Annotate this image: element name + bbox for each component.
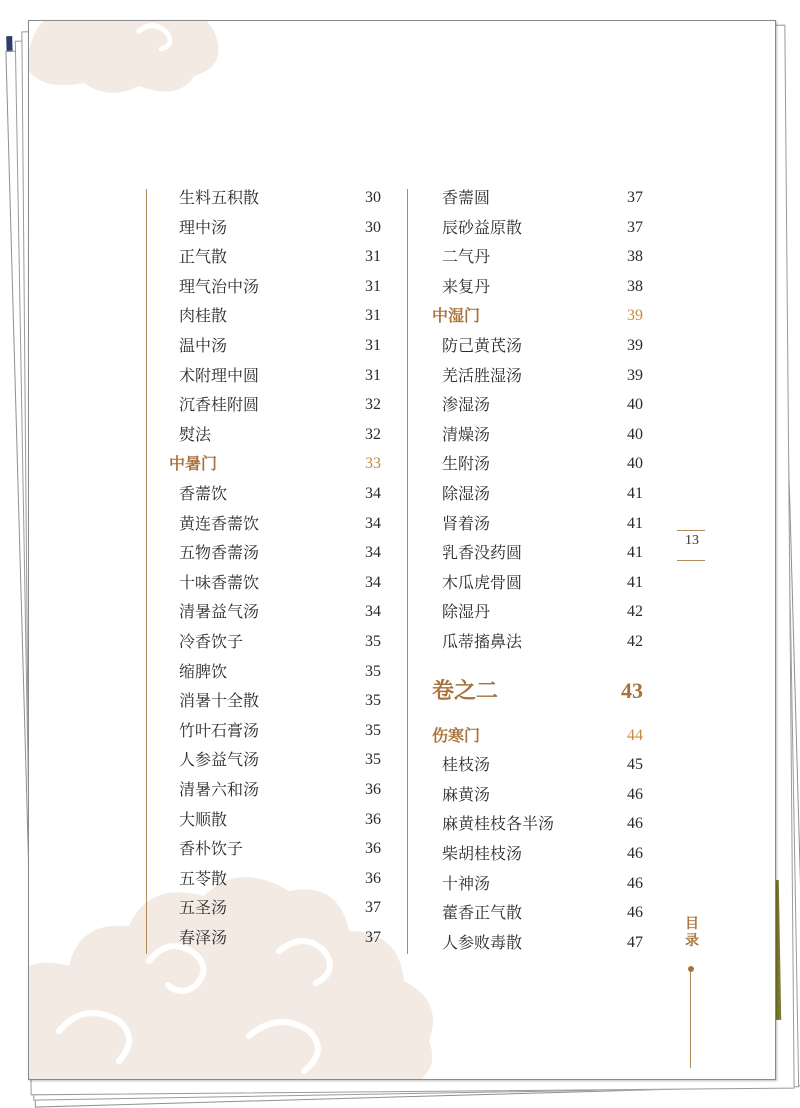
toc-entry-title: 竹叶石膏汤 xyxy=(179,720,260,740)
toc-entry[interactable] xyxy=(179,925,381,951)
toc-entry-page: 46 xyxy=(627,845,643,862)
toc-entry[interactable] xyxy=(179,392,381,418)
toc-entry-page: 31 xyxy=(365,277,381,295)
toc-entry-title: 伤寒门 xyxy=(432,725,481,745)
toc-entry-page: 34 xyxy=(365,544,381,562)
toc-entry-title: 温中汤 xyxy=(179,336,228,355)
toc-entry-title: 瓜蒂搐鼻法 xyxy=(442,632,523,651)
toc-section-heading[interactable] xyxy=(432,723,643,749)
toc-entry-title: 肉桂散 xyxy=(179,306,228,326)
toc-entry-title: 生附汤 xyxy=(442,454,491,474)
toc-entry-title: 香朴饮子 xyxy=(179,839,244,859)
toc-entry-title: 辰砂益原散 xyxy=(442,217,523,237)
toc-entry-title: 桂枝汤 xyxy=(442,755,491,775)
toc-entry[interactable] xyxy=(442,752,643,778)
toc-entry-title: 人参败毒散 xyxy=(442,932,523,952)
toc-entry[interactable] xyxy=(179,540,381,566)
toc-entry-page: 35 xyxy=(365,721,381,739)
toc-entry-title: 正气散 xyxy=(179,247,228,267)
toc-entry-page: 43 xyxy=(621,677,643,703)
toc-entry[interactable] xyxy=(442,599,643,625)
toc-entry[interactable] xyxy=(179,570,381,596)
toc-entry-page: 33 xyxy=(365,455,381,473)
toc-entry[interactable] xyxy=(442,333,643,359)
toc-entry-page: 40 xyxy=(627,396,643,414)
toc-entry[interactable] xyxy=(179,629,381,655)
toc-entry[interactable] xyxy=(179,747,381,773)
toc-entry-page: 37 xyxy=(365,899,381,917)
toc-entry-page: 47 xyxy=(627,933,643,951)
toc-entry[interactable] xyxy=(179,215,381,241)
toc-entry-title: 五物香薷汤 xyxy=(179,543,260,563)
toc-entry[interactable] xyxy=(179,185,381,211)
toc-entry[interactable] xyxy=(179,333,381,359)
toc-entry-title: 肾着汤 xyxy=(442,513,491,533)
toc-entry-page: 39 xyxy=(627,337,643,354)
toc-entry[interactable] xyxy=(442,392,643,418)
toc-entry-title: 香薷圆 xyxy=(442,188,491,207)
toc-entry-page: 35 xyxy=(365,692,381,710)
toc-entry-title: 黄连香薷饮 xyxy=(179,513,260,533)
toc-entry-page: 39 xyxy=(627,307,643,325)
toc-entry-page: 36 xyxy=(365,781,381,798)
side-label-dot xyxy=(688,966,694,972)
toc-entry[interactable] xyxy=(179,274,381,300)
toc-entry-page: 31 xyxy=(365,337,381,354)
toc-entry-title: 清暑六和汤 xyxy=(179,780,260,799)
toc-entry[interactable] xyxy=(442,900,643,926)
toc-entry-title: 麻黄桂枝各半汤 xyxy=(442,814,555,834)
toc-entry-page: 37 xyxy=(627,218,643,236)
toc-entry-title: 藿香正气散 xyxy=(442,903,523,923)
toc-entry-title: 十神汤 xyxy=(442,873,491,893)
toc-entry[interactable] xyxy=(442,451,643,477)
toc-entry-page: 36 xyxy=(365,869,381,887)
toc-entry-title: 乳香没药圆 xyxy=(442,543,523,563)
toc-entry-page: 31 xyxy=(365,307,381,325)
side-label xyxy=(684,916,700,950)
toc-entry-page: 31 xyxy=(365,248,381,266)
toc-entry[interactable] xyxy=(442,185,643,211)
toc-entry[interactable] xyxy=(442,570,643,596)
toc-entry[interactable] xyxy=(442,811,643,837)
toc-entry-title: 羌活胜湿汤 xyxy=(442,365,523,385)
toc-entry-title: 熨法 xyxy=(179,424,212,444)
toc-entry-title: 消暑十全散 xyxy=(179,691,260,711)
toc-entry-page: 40 xyxy=(627,425,643,443)
toc-entry[interactable] xyxy=(442,782,643,808)
toc-section-heading[interactable] xyxy=(432,303,643,329)
toc-entry-page: 41 xyxy=(627,514,643,532)
toc-entry-title: 来复丹 xyxy=(442,276,491,296)
toc-entry-page: 45 xyxy=(627,756,643,774)
toc-entry-page: 32 xyxy=(365,425,381,443)
toc-entry-title: 除湿汤 xyxy=(442,484,491,503)
toc-entry-page: 38 xyxy=(627,248,643,266)
toc-entry-page: 41 xyxy=(627,485,643,502)
toc-entry-page: 37 xyxy=(365,929,381,946)
side-label-char: 目 xyxy=(685,916,699,932)
toc-entry-page: 44 xyxy=(627,726,643,744)
toc-entry-title: 五圣汤 xyxy=(179,898,228,918)
toc-entry-title: 理气治中汤 xyxy=(179,276,260,296)
toc-entry-title: 理中汤 xyxy=(179,217,228,237)
toc-entry-title: 卷之二 xyxy=(432,677,499,704)
column-rule-right xyxy=(407,189,408,954)
toc-entry[interactable] xyxy=(442,481,643,507)
toc-entry[interactable] xyxy=(442,629,643,655)
toc-entry-title: 大顺散 xyxy=(179,809,228,829)
toc-entry-page: 34 xyxy=(365,485,381,502)
toc-entry[interactable] xyxy=(179,718,381,744)
toc-entry-page: 36 xyxy=(365,840,381,858)
side-label-rule xyxy=(690,971,691,1068)
toc-entry-title: 防己黄芪汤 xyxy=(442,336,523,355)
toc-entry-page: 32 xyxy=(365,396,381,414)
toc-entry[interactable] xyxy=(442,841,643,867)
toc-section-heading[interactable] xyxy=(169,451,381,477)
toc-entry[interactable] xyxy=(179,244,381,270)
toc-entry-title: 术附理中圆 xyxy=(179,365,260,385)
toc-page xyxy=(28,20,776,1080)
side-label-char: 录 xyxy=(685,933,699,949)
toc-entry[interactable] xyxy=(179,599,381,625)
toc-entry-title: 柴胡桂枝汤 xyxy=(442,844,523,863)
toc-volume-heading[interactable] xyxy=(432,673,643,709)
toc-entry[interactable] xyxy=(179,303,381,329)
toc-entry-page: 30 xyxy=(365,218,381,236)
toc-entry-page: 31 xyxy=(365,366,381,384)
toc-entry-title: 沉香桂附圆 xyxy=(179,395,260,415)
toc-entry[interactable] xyxy=(442,930,643,956)
toc-entry[interactable] xyxy=(442,511,643,537)
toc-entry[interactable] xyxy=(179,422,381,448)
toc-entry-page: 46 xyxy=(627,904,643,922)
toc-entry-title: 人参益气汤 xyxy=(179,750,260,770)
toc-entry-page: 34 xyxy=(365,514,381,532)
toc-entry-title: 清暑益气汤 xyxy=(179,602,260,622)
toc-entry-title: 渗湿汤 xyxy=(442,395,491,415)
toc-entry[interactable] xyxy=(179,895,381,921)
toc-entry-page: 39 xyxy=(627,366,643,384)
toc-entry-page: 35 xyxy=(365,633,381,650)
toc-entry-title: 中湿门 xyxy=(432,306,481,326)
toc-entry-page: 46 xyxy=(627,874,643,892)
toc-entry[interactable] xyxy=(179,807,381,833)
toc-entry-title: 生料五积散 xyxy=(179,188,260,207)
toc-entry[interactable] xyxy=(179,777,381,803)
toc-entry-title: 缩脾饮 xyxy=(179,661,228,681)
toc-entry-title: 麻黄汤 xyxy=(442,784,491,804)
toc-entry-page: 35 xyxy=(365,662,381,680)
toc-entry-title: 清燥汤 xyxy=(442,424,491,444)
toc-entry-title: 十味香薷饮 xyxy=(179,572,260,592)
toc-entry[interactable] xyxy=(442,363,643,389)
toc-entry-page: 41 xyxy=(627,573,643,591)
toc-entry[interactable] xyxy=(179,688,381,714)
toc-entry-page: 36 xyxy=(365,810,381,828)
toc-entry-title: 香薷饮 xyxy=(179,484,228,503)
toc-entry-title: 冷香饮子 xyxy=(179,632,244,651)
toc-entry-title: 二气丹 xyxy=(442,247,491,267)
page-number: 13 xyxy=(685,533,699,548)
toc-entry[interactable] xyxy=(179,363,381,389)
toc-entry-page: 34 xyxy=(365,573,381,591)
toc-entry-page: 35 xyxy=(365,751,381,769)
column-rule-left xyxy=(146,189,147,954)
toc-entry[interactable] xyxy=(179,481,381,507)
toc-entry[interactable] xyxy=(442,215,643,241)
toc-entry[interactable] xyxy=(179,511,381,537)
toc-entry-page: 46 xyxy=(627,815,643,833)
toc-entry-page: 38 xyxy=(627,277,643,295)
toc-entry-title: 木瓜虎骨圆 xyxy=(442,572,523,592)
toc-entry[interactable] xyxy=(442,244,643,270)
toc-entry[interactable] xyxy=(442,422,643,448)
page-number-rule-top xyxy=(677,530,705,531)
toc-entry-page: 34 xyxy=(365,603,381,621)
page-number-rule-bottom xyxy=(677,560,705,561)
toc-entry-title: 中暑门 xyxy=(169,454,218,474)
toc-entry[interactable] xyxy=(179,659,381,685)
cloud-ornament-top xyxy=(29,20,229,101)
toc-entry-page: 42 xyxy=(627,633,643,650)
toc-entry-page: 37 xyxy=(627,189,643,206)
toc-entry[interactable] xyxy=(179,836,381,862)
toc-entry[interactable] xyxy=(442,540,643,566)
toc-entry-title: 春泽汤 xyxy=(179,928,228,947)
toc-entry-title: 五苓散 xyxy=(179,868,228,888)
toc-entry[interactable] xyxy=(442,871,643,897)
toc-entry-page: 41 xyxy=(627,544,643,562)
toc-entry[interactable] xyxy=(442,274,643,300)
toc-entry-page: 30 xyxy=(365,189,381,206)
toc-entry-page: 42 xyxy=(627,603,643,621)
toc-entry-page: 46 xyxy=(627,785,643,803)
toc-entry-page: 40 xyxy=(627,455,643,473)
toc-entry[interactable] xyxy=(179,866,381,892)
toc-entry-title: 除湿丹 xyxy=(442,602,491,622)
